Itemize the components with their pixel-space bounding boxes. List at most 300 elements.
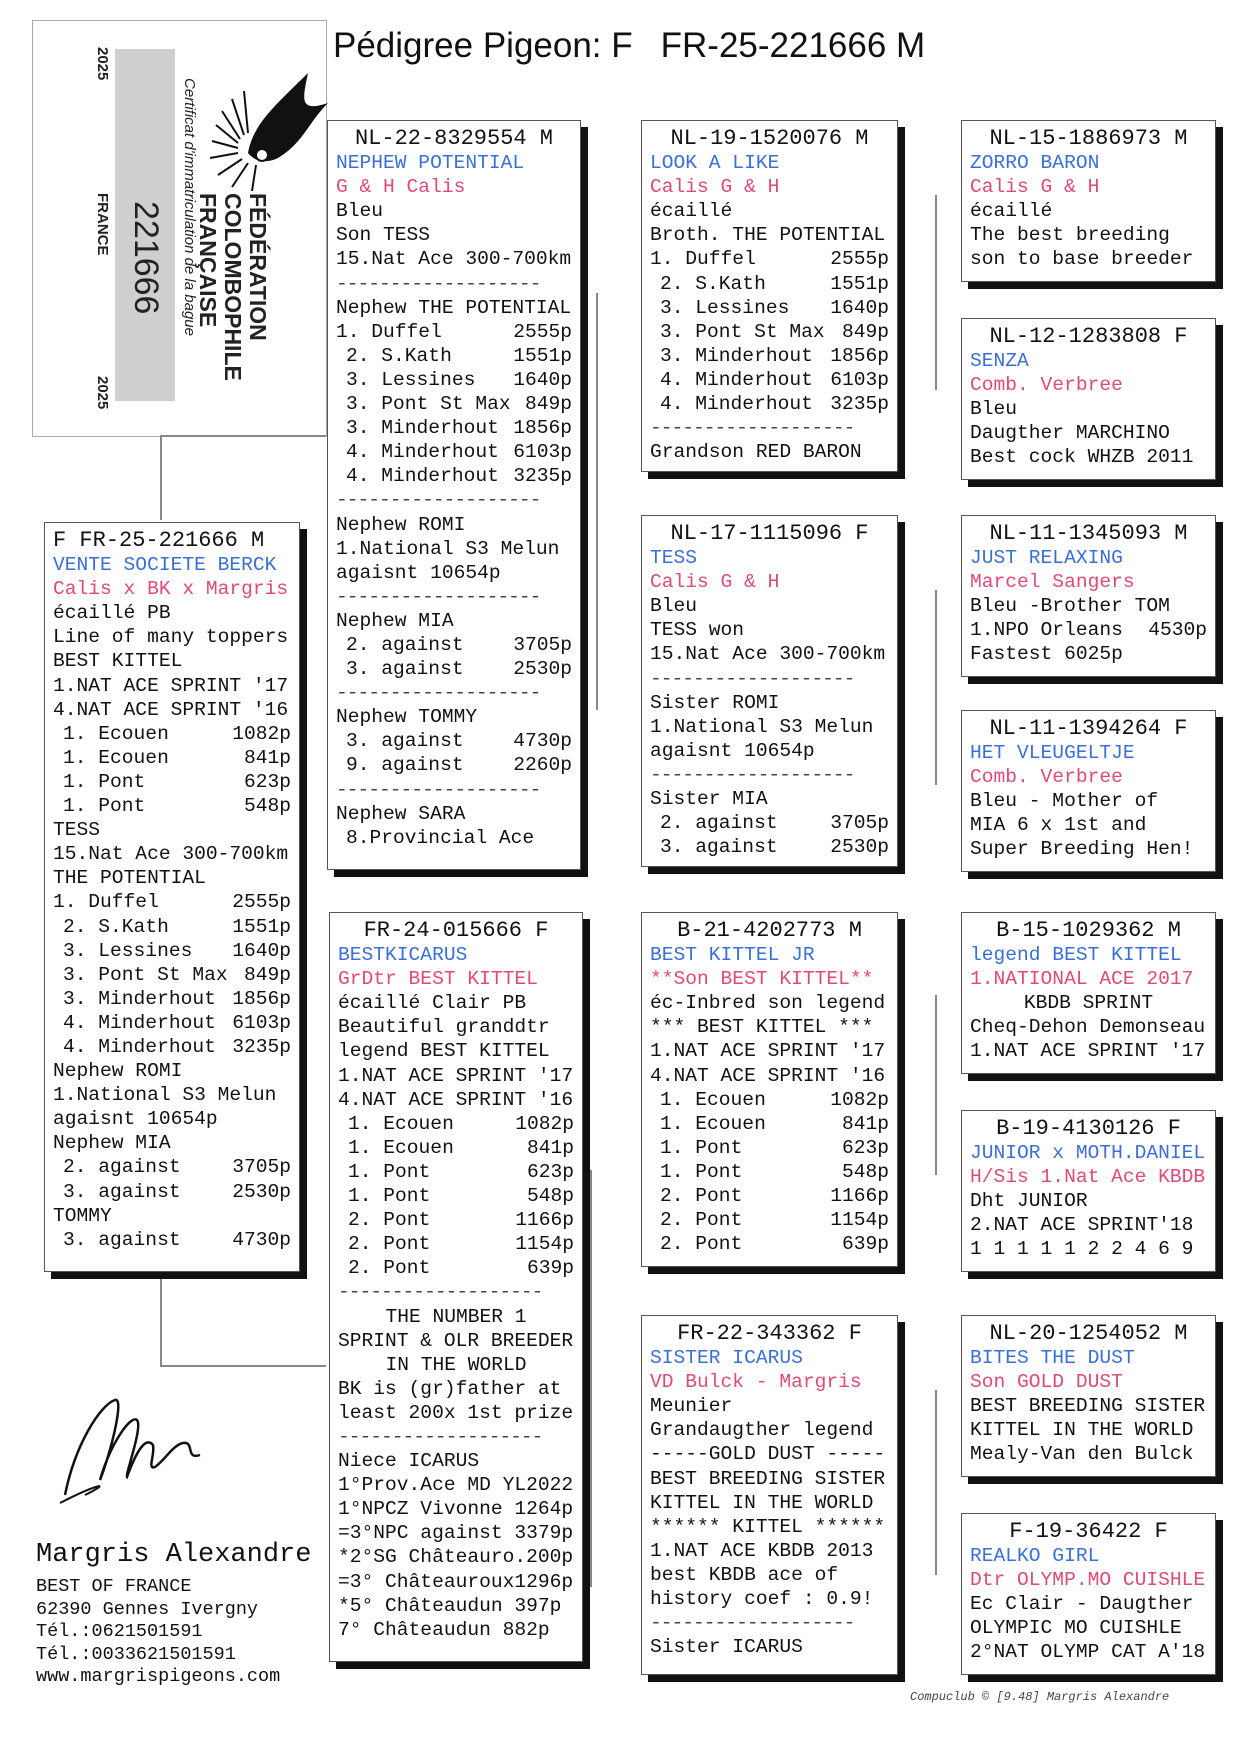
line-text: ****** KITTEL ****** (650, 1515, 886, 1538)
pigeon-info-line (53, 674, 291, 698)
line-text: NEPHEW POTENTIAL (336, 152, 525, 175)
pigeon-breeder (970, 1568, 1207, 1592)
pigeon-info-line (336, 802, 572, 826)
pigeon-card-mfm (961, 1110, 1216, 1272)
pigeon-info-line (650, 1160, 889, 1184)
line-text: KITTEL IN THE WORLD (970, 1419, 1194, 1442)
pigeon-card-mmf (961, 1315, 1216, 1477)
line-points: 841p (243, 746, 291, 769)
line-points: 2530p (513, 658, 572, 681)
pigeon-info-line (970, 1213, 1207, 1237)
line-text: 15.Nat Ace 300-700km (53, 843, 289, 866)
line-text: 4.NAT ACE SPRINT '16 (338, 1088, 574, 1111)
pigeon-info-line (336, 223, 572, 247)
pigeon-info-line (336, 585, 572, 609)
line-text: KBDB SPRINT (1023, 992, 1154, 1015)
line-text: TOMMY (53, 1204, 112, 1227)
pigeon-info-line (338, 1232, 574, 1256)
pigeon-info-line (970, 1616, 1207, 1640)
certificate-caption: Certificat d'immatriculation de la bague (181, 78, 198, 336)
connector (935, 195, 937, 390)
pigeon-info-line (650, 416, 889, 440)
pigeon-info-line (53, 963, 291, 987)
line-points: 6103p (830, 368, 889, 391)
line-text: 1. Pont (63, 795, 146, 818)
pigeon-info-line (336, 537, 572, 561)
connector (935, 590, 937, 785)
line-points: 4730p (513, 730, 572, 753)
pigeon-breeder (970, 1165, 1207, 1189)
connector (590, 1170, 592, 1587)
pigeon-info-line (53, 722, 291, 746)
line-text: ------------------- (338, 1281, 543, 1304)
pigeon-info-line (338, 1618, 574, 1642)
line-text: Cheq-Dehon Demonseau (970, 1016, 1206, 1039)
pigeon-info-line (970, 421, 1207, 445)
line-text: *5° Châteaudun 397p (338, 1594, 562, 1617)
pigeon-breeder (650, 1370, 889, 1394)
line-points: 3705p (830, 812, 889, 835)
line-text: ZORRO BARON (970, 152, 1100, 175)
pigeon-info-line (650, 1587, 889, 1611)
line-points: 6103p (232, 1011, 291, 1034)
line-text: Nephew MIA (53, 1132, 171, 1155)
pigeon-info-line (650, 667, 889, 691)
line-points: 2555p (513, 320, 572, 343)
line-text: 2. against (346, 633, 464, 656)
owner-website[interactable]: www.margrispigeons.com (36, 1666, 281, 1687)
line-text: 9. against (346, 754, 464, 777)
line-points: 1551p (232, 915, 291, 938)
pigeon-info-line (970, 642, 1207, 666)
pigeon-info-line (650, 1418, 889, 1442)
line-points: 1154p (515, 1233, 574, 1256)
pigeon-card-fmf (961, 515, 1216, 677)
line-text: Nephew ROMI (336, 513, 466, 536)
line-text: 1. Duffel (650, 248, 756, 271)
line-text: Comb. Verbree (970, 766, 1123, 789)
pigeon-info-line (650, 1611, 889, 1635)
line-points: 1551p (513, 344, 572, 367)
pigeon-info-line (970, 813, 1207, 837)
line-points: 3235p (830, 393, 889, 416)
line-text: 1. Pont (660, 1136, 743, 1159)
line-text: agaisnt 10654p (336, 561, 501, 584)
pigeon-info-line (338, 1136, 574, 1160)
pigeon-info-line (53, 625, 291, 649)
line-text: Dht JUNIOR (970, 1190, 1088, 1213)
pigeon-info-line (970, 445, 1207, 469)
pigeon-info-line (650, 272, 889, 296)
pigeon-info-line (53, 987, 291, 1011)
line-points: 623p (243, 770, 291, 793)
connector (160, 435, 326, 437)
owner-line: 62390 Gennes Ivergny (36, 1598, 259, 1620)
pigeon-card-mff (961, 912, 1216, 1074)
pigeon-info-line (338, 1039, 574, 1063)
line-text: TESS (53, 819, 101, 842)
line-text: 1. Ecouen (348, 1136, 454, 1159)
line-text: 3. Pont St Max (63, 963, 228, 986)
pigeon-info-line (650, 642, 889, 666)
owner-line: Tél.:0621501591 (36, 1621, 203, 1642)
pigeon-info-line (338, 1545, 574, 1569)
pigeon-info-line (650, 368, 889, 392)
line-text: BK is (gr)father at (338, 1377, 562, 1400)
line-text: HET VLEUGELTJE (970, 742, 1135, 765)
pigeon-info-line (650, 739, 889, 763)
pigeon-info-line (650, 787, 889, 811)
ring-number: FR-24-015666 F (363, 918, 549, 943)
line-text: VENTE SOCIETE BERCK (53, 554, 277, 577)
line-points: 1856p (513, 417, 572, 440)
pigeon-info-line (338, 1497, 574, 1521)
pigeon-info-line (970, 837, 1207, 861)
ring-number: NL-15-1886973 M (989, 126, 1188, 151)
line-points: 849p (841, 320, 889, 343)
title-ring: FR-25-221666 M (660, 26, 926, 65)
pigeon-info-line (650, 296, 889, 320)
pigeon-info-line (336, 199, 572, 223)
pigeon-info-line (53, 1059, 291, 1083)
line-text: Grandson RED BARON (650, 441, 862, 464)
line-text: ------------------- (336, 489, 541, 512)
line-text: Nephew TOMMY (336, 706, 478, 729)
line-points: 1640p (830, 296, 889, 319)
pigeon-info-line (336, 657, 572, 681)
pigeon-info-line (53, 1083, 291, 1107)
line-text: 1.NAT ACE SPRINT '17 (338, 1064, 574, 1087)
pigeon-card-fff (961, 120, 1216, 282)
line-points: 1640p (513, 368, 572, 391)
pigeon-name (970, 546, 1207, 570)
signature-icon (55, 1385, 215, 1510)
line-text: Marcel Sangers (970, 571, 1135, 594)
pigeon-info-line (336, 272, 572, 296)
line-text: 2. S.Kath (63, 915, 169, 938)
line-text: OLYMPIC MO CUISHLE (970, 1617, 1182, 1640)
line-points: 548p (243, 795, 291, 818)
pigeon-breeder (650, 967, 889, 991)
line-text: 1.NAT ACE SPRINT '17 (53, 674, 289, 697)
pigeon-info-line (338, 1088, 574, 1112)
line-text: 2°NAT OLYMP CAT A'18 (970, 1641, 1206, 1664)
line-text: Bleu (970, 398, 1018, 421)
line-text: 2. S.Kath (346, 344, 452, 367)
line-text: legend BEST KITTEL (338, 1040, 550, 1063)
line-text: ------------------- (338, 1425, 543, 1448)
connector (160, 1275, 162, 1365)
line-text: Bleu - Mother of (970, 790, 1159, 813)
line-text: 4.NAT ACE SPRINT '16 (650, 1064, 886, 1087)
pigeon-info-line (338, 1015, 574, 1039)
pigeon-card-fmm (961, 710, 1216, 872)
line-text: Nephew MIA (336, 609, 454, 632)
line-points: 849p (524, 393, 572, 416)
line-points: 1082p (515, 1112, 574, 1135)
line-text: 2. Pont (660, 1209, 743, 1232)
line-points: 849p (243, 963, 291, 986)
line-text: 3. against (660, 836, 778, 859)
ring-number: NL-11-1345093 M (989, 521, 1188, 546)
line-text: IN THE WORLD (385, 1353, 527, 1376)
line-text: SISTER ICARUS (650, 1347, 803, 1370)
line-text: agaisnt 10654p (650, 739, 815, 762)
line-text: =3° Châteauroux1296p (338, 1570, 574, 1593)
line-points: 2260p (513, 754, 572, 777)
line-text: 2. Pont (660, 1233, 743, 1256)
pigeon-info-line (338, 1160, 574, 1184)
ring-number: NL-22-8329554 M (354, 126, 554, 151)
line-text: THE NUMBER 1 (385, 1305, 527, 1328)
owner-line: Tél.:0033621501591 (36, 1643, 236, 1665)
line-text: Dtr OLYMP.MO CUISHLE (970, 1569, 1206, 1592)
line-text: JUST RELAXING (970, 547, 1123, 570)
line-points: 1551p (830, 272, 889, 295)
pigeon-info-line (650, 618, 889, 642)
pigeon-info-line (650, 594, 889, 618)
ring-number: B-15-1029362 M (996, 918, 1181, 943)
pigeon-info-line (970, 618, 1207, 642)
pigeon-breeder (970, 967, 1207, 991)
pigeon-info-line (53, 890, 291, 914)
pigeon-info-line (338, 1329, 574, 1353)
line-text: agaisnt 10654p (53, 1108, 218, 1131)
line-text: 3. against (63, 1228, 181, 1251)
line-text: Line of many toppers (53, 626, 289, 649)
pigeon-breeder (970, 1370, 1207, 1394)
pigeon-info-line (970, 1442, 1207, 1466)
line-text: Niece ICARUS (338, 1450, 480, 1473)
line-text: 3. Minderhout (346, 417, 499, 440)
ring-number: FR-22-343362 F (677, 1321, 862, 1346)
pigeon-info-line (970, 789, 1207, 813)
line-text: 4. Minderhout (346, 441, 499, 464)
pigeon-info-line (338, 1521, 574, 1545)
line-text: Mealy-Van den Bulck (970, 1443, 1194, 1466)
pigeon-info-line (650, 320, 889, 344)
ring-number: NL-11-1394264 F (989, 716, 1188, 741)
pigeon-info-line (336, 416, 572, 440)
line-points: 1856p (232, 987, 291, 1010)
line-points: 1082p (232, 722, 291, 745)
pigeon-info-line (338, 991, 574, 1015)
ring-number: F-19-36422 F (1009, 1519, 1168, 1544)
pigeon-info-line (53, 866, 291, 890)
line-text: écaillé PB (53, 602, 171, 625)
line-text: Comb. Verbree (970, 374, 1123, 397)
line-points: 3235p (513, 465, 572, 488)
pigeon-breeder (970, 373, 1207, 397)
line-text: 1.NAT ACE SPRINT '17 (650, 1040, 886, 1063)
pigeon-info-line (650, 392, 889, 416)
pigeon-info-line (650, 715, 889, 739)
line-text: 3. Minderhout (660, 344, 813, 367)
ring-number: NL-20-1254052 M (989, 1321, 1188, 1346)
line-text: 4. Minderhout (660, 368, 813, 391)
ring-number: B-21-4202773 M (677, 918, 862, 943)
pigeon-info-line (650, 1088, 889, 1112)
line-text: 2. S.Kath (660, 272, 766, 295)
line-text: son to base breeder (970, 248, 1194, 271)
line-text: legend BEST KITTEL (970, 944, 1182, 967)
pigeon-info-line (53, 939, 291, 963)
line-text: 1. Duffel (336, 320, 442, 343)
line-text: ------------------- (650, 667, 855, 690)
pigeon-info-line (970, 1039, 1207, 1063)
pigeon-name (650, 151, 889, 175)
pigeon-info-line (336, 296, 572, 320)
line-text: 4. Minderhout (63, 1011, 216, 1034)
pigeon-info-line (650, 199, 889, 223)
pigeon-info-line (650, 1515, 889, 1539)
pigeon-info-line (650, 440, 889, 464)
pigeon-info-line (650, 1184, 889, 1208)
line-text: Nephew THE POTENTIAL (336, 296, 572, 319)
line-text: least 200x 1st prize (338, 1401, 574, 1424)
pigeon-name (650, 1346, 889, 1370)
line-text: 4. Minderhout (63, 1035, 216, 1058)
line-text: Bleu -Brother TOM (970, 595, 1170, 618)
pigeon-info-line (336, 729, 572, 753)
line-text: éc-Inbred son legend (650, 992, 886, 1015)
pigeon-info-line (336, 488, 572, 512)
line-text: MIA 6 x 1st and (970, 814, 1147, 837)
pigeon-info-line (650, 991, 889, 1015)
line-text: 8.Provincial Ace (346, 826, 535, 849)
line-text: 3. Pont St Max (660, 320, 825, 343)
pigeon-info-line (970, 397, 1207, 421)
line-text: Sister ICARUS (650, 1636, 803, 1659)
pigeon-info-line (970, 247, 1207, 271)
pigeon-info-line (338, 1473, 574, 1497)
owner-name: Margris Alexandre (36, 1540, 312, 1570)
line-text: 1. Ecouen (63, 722, 169, 745)
ring-number: NL-19-1520076 M (670, 126, 869, 151)
pigeon-name (970, 741, 1207, 765)
line-text: ------------------- (650, 763, 855, 786)
page-title (333, 26, 925, 66)
line-text: Ec Clair - Daugther (970, 1593, 1194, 1616)
line-text: 3. Lessines (660, 296, 790, 319)
line-text: 1.NPO Orleans (970, 619, 1123, 642)
pigeon-breeder (336, 175, 572, 199)
line-points: 4730p (232, 1228, 291, 1251)
pigeon-name (53, 553, 291, 577)
pigeon-info-line (650, 1394, 889, 1418)
pigeon-info-line (650, 691, 889, 715)
line-text: Best cock WHZB 2011 (970, 446, 1194, 469)
ring-number: B-19-4130126 F (996, 1116, 1181, 1141)
pigeon-info-line (336, 753, 572, 777)
pigeon-card-mother (329, 912, 583, 1662)
line-text: Son GOLD DUST (970, 1371, 1123, 1394)
line-text: 1. Pont (348, 1160, 431, 1183)
pigeon-info-line (336, 681, 572, 705)
connector (935, 995, 937, 1175)
line-points: 2530p (232, 1180, 291, 1203)
pigeon-info-line (650, 1208, 889, 1232)
line-points: 3705p (232, 1156, 291, 1179)
pigeon-info-line (336, 247, 572, 271)
pigeon-info-line (53, 915, 291, 939)
certificate-country: FRANCE (94, 193, 111, 256)
line-points: 623p (526, 1160, 574, 1183)
pigeon-info-line (970, 1592, 1207, 1616)
line-text: 2. against (63, 1156, 181, 1179)
line-text: 3. Lessines (346, 368, 476, 391)
line-points: 1856p (830, 344, 889, 367)
line-points: 3705p (513, 633, 572, 656)
line-text: 2. Pont (660, 1185, 743, 1208)
line-text: The best breeding (970, 224, 1170, 247)
pigeon-info-line (338, 1425, 574, 1449)
pigeon-info-line (338, 1401, 574, 1425)
line-text: 1.National S3 Melun (53, 1084, 277, 1107)
line-text: *** BEST KITTEL *** (650, 1016, 874, 1039)
pigeon-name (970, 151, 1207, 175)
line-text: Calis x BK x Margris (53, 578, 289, 601)
pigeon-info-line (650, 1015, 889, 1039)
pigeon-info-line (53, 1204, 291, 1228)
line-points: 3235p (232, 1035, 291, 1058)
pigeon-breeder (970, 175, 1207, 199)
line-text: 4. Minderhout (346, 465, 499, 488)
line-text: 2. Pont (348, 1209, 431, 1232)
line-text: **Son BEST KITTEL** (650, 968, 874, 991)
pigeon-name (650, 943, 889, 967)
pigeon-info-line (336, 344, 572, 368)
pigeon-info-line (53, 818, 291, 842)
line-text: history coef : 0.9! (650, 1588, 874, 1611)
line-text: KITTEL IN THE WORLD (650, 1491, 874, 1514)
line-text: 1. Ecouen (660, 1112, 766, 1135)
line-text: Super Breeding Hen! (970, 838, 1194, 861)
line-text: Calis G & H (650, 176, 780, 199)
pigeon-info-line (336, 464, 572, 488)
pigeon-info-line (338, 1594, 574, 1618)
line-text: 1.National S3 Melun (336, 537, 560, 560)
pigeon-info-line (53, 746, 291, 770)
line-text: Calis G & H (650, 571, 780, 594)
line-text: 1°Prov.Ace MD YL2022 (338, 1474, 574, 1497)
line-text: ------------------- (336, 682, 541, 705)
line-text: 1. Pont (63, 770, 146, 793)
line-text: 1°NPCZ Vivonne 1264p (338, 1498, 574, 1521)
line-points: 4530p (1148, 619, 1207, 642)
line-points: 2555p (232, 891, 291, 914)
pigeon-info-line (338, 1570, 574, 1594)
line-points: 1166p (830, 1185, 889, 1208)
pigeon-info-line (970, 1640, 1207, 1664)
pigeon-info-line (53, 1131, 291, 1155)
pigeon-info-line (650, 1539, 889, 1563)
line-text: 1.NAT ACE KBDB 2013 (650, 1539, 874, 1562)
line-points: 1166p (515, 1209, 574, 1232)
pigeon-breeder (650, 175, 889, 199)
line-points: 548p (841, 1160, 889, 1183)
pigeon-info-line (650, 835, 889, 859)
line-text: Sister ROMI (650, 691, 780, 714)
connector (596, 293, 598, 710)
pigeon-info-line (970, 1015, 1207, 1039)
line-text: REALKO GIRL (970, 1545, 1100, 1568)
line-text: Bleu (336, 200, 384, 223)
pigeon-info-line (336, 561, 572, 585)
line-text: SPRINT & OLR BREEDER (338, 1329, 574, 1352)
pigeon-info-line (970, 1418, 1207, 1442)
pigeon-breeder (970, 765, 1207, 789)
